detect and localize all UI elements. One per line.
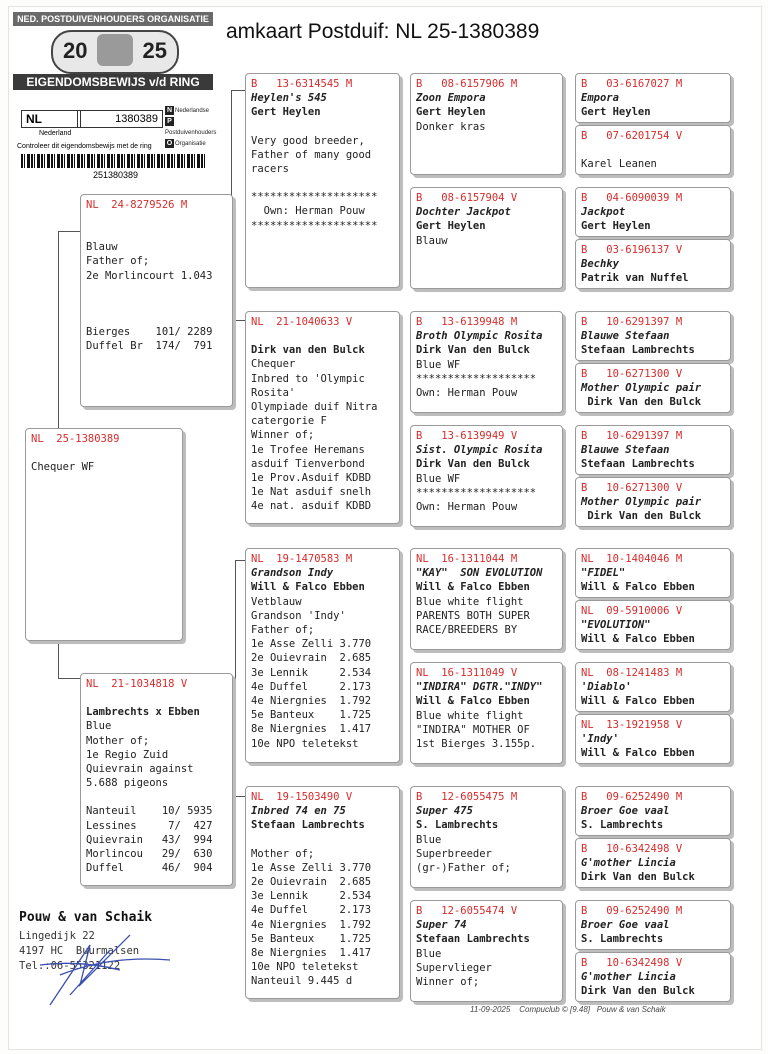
info-line: 4e Niergnies 1.792 xyxy=(251,918,372,931)
info-line: 10e NPO teletekst xyxy=(251,737,359,750)
info-line: Nanteuil 10/ 5935 xyxy=(86,805,213,818)
pigeon-card-g4-2 xyxy=(410,187,563,289)
breeder-name: Will & Falco Ebben xyxy=(251,581,365,594)
info-line: PARENTS BOTH SUPER xyxy=(416,609,530,622)
info-line: 5e Banteux 1.725 xyxy=(251,932,372,945)
pigeon-name: "EVOLUTION" xyxy=(581,619,651,632)
breeder-name: S. Lambrechts xyxy=(416,819,499,832)
info-line: Blue white flight xyxy=(416,709,524,722)
info-line: 1e Trofee Heremans xyxy=(251,443,365,456)
pigeon-card-g5-1 xyxy=(575,73,731,123)
blank-line xyxy=(86,212,227,226)
ring-year-badge xyxy=(51,30,179,74)
info-line: Lessines 7/ 427 xyxy=(86,819,213,832)
blank-line xyxy=(581,143,725,157)
pigeon-card-dam-sire xyxy=(245,548,400,763)
pigeon-name: Heylen's 545 xyxy=(251,92,327,105)
connector-line xyxy=(58,231,59,430)
info-line: Grandson 'Indy' xyxy=(251,609,346,622)
pigeon-card-g5-5 xyxy=(575,311,731,361)
info-line: Blue WF xyxy=(416,472,461,485)
npo-line: Nederlandse xyxy=(175,108,210,114)
ring-number: B 10-6271300 V xyxy=(581,368,683,380)
pigeon-card-g5-11 xyxy=(575,662,731,712)
info-line: Blue xyxy=(86,720,112,733)
ring-number: B 09-6252490 M xyxy=(581,905,683,917)
pigeon-name: Empora xyxy=(581,92,619,105)
breeder-name: Gert Heylen xyxy=(581,106,651,119)
info-line: 4e Niergnies 1.792 xyxy=(251,695,372,708)
owner-street: Lingedijk 22 xyxy=(19,930,95,942)
info-line: 5e Banteux 1.725 xyxy=(251,709,372,722)
ring-year-left: 20 xyxy=(63,38,88,63)
ring-number: B 09-6252490 M xyxy=(581,791,683,803)
info-line: 1e Regio Zuid xyxy=(86,748,169,761)
blank-line xyxy=(86,790,227,804)
info-line: ******************* xyxy=(416,372,537,385)
info-line: Donker kras xyxy=(416,120,486,133)
info-line: Blauw xyxy=(86,241,118,254)
pigeon-name: G'mother Lincia xyxy=(581,971,676,984)
pigeon-card-g4-3 xyxy=(410,311,563,413)
ring-number: B 08-6157906 M xyxy=(416,78,518,90)
breeder-name: Stefaan Lambrechts xyxy=(581,458,695,471)
pigeon-name: Sist. Olympic Rosita xyxy=(416,444,543,457)
info-line: Dirk van den Bulck xyxy=(251,344,365,357)
info-line: Superbreeder xyxy=(416,847,492,860)
info-line: Blue xyxy=(416,833,442,846)
pigeon-name: Super 74 xyxy=(416,919,467,932)
owner-city: 4197 HC Buurmalsen xyxy=(19,945,140,957)
info-line: 2e Ouievrain 2.685 xyxy=(251,652,372,665)
pigeon-name: Broer Goe vaal xyxy=(581,805,670,818)
ring-number: NL 08-1241483 M xyxy=(581,667,683,679)
info-line: 1e Asse Zelli 3.770 xyxy=(251,638,372,651)
ring-number: NL 13-1921958 V xyxy=(581,719,683,731)
info-line: Blue WF xyxy=(416,358,461,371)
owner-phone: Tel.:06-55321122 xyxy=(19,960,121,972)
pigeon-name: "KAY" SON EVOLUTION xyxy=(416,567,543,580)
info-line: 4e nat. asduif KDBD xyxy=(251,500,372,513)
pigeon-name: Broer Goe vaal xyxy=(581,919,670,932)
pigeon-name: 'Indy' xyxy=(581,733,619,746)
info-line: Duffel 46/ 904 xyxy=(86,862,213,875)
pigeon-card-g4-8 xyxy=(410,900,563,1002)
ring-number: NL 16-1311049 V xyxy=(416,667,518,679)
ring-year-right: 25 xyxy=(142,38,167,63)
info-line: (gr-)Father of; xyxy=(416,862,511,875)
info-line: 2e Morlincourt 1.043 xyxy=(86,269,213,282)
pigeon-card-sire-dam xyxy=(245,311,400,524)
ring-number: NL 09-5910006 V xyxy=(581,605,683,617)
pigeon-name: Mother Olympic pair xyxy=(581,382,702,395)
pigeon-card-g5-4 xyxy=(575,239,731,289)
ring-number: B 10-6342498 V xyxy=(581,843,683,855)
breeder-name: Gert Heylen xyxy=(581,220,651,233)
connector-line xyxy=(235,560,236,796)
info-line: ******************* xyxy=(416,486,537,499)
breeder-name: Will & Falco Ebben xyxy=(581,581,695,594)
blank-line xyxy=(31,446,177,460)
blank-line xyxy=(251,833,394,847)
pigeon-card-sire-sire xyxy=(245,73,400,288)
info-line: 10e NPO teletekst xyxy=(251,961,359,974)
pigeon-name: 'Diablo' xyxy=(581,681,632,694)
npo-letter: P xyxy=(165,117,174,126)
info-line: Morlincou 29/ 630 xyxy=(86,848,213,861)
breeder-name: S. Lambrechts xyxy=(581,819,664,832)
info-line: Olympiade duif Nitra xyxy=(251,401,378,414)
connector-line xyxy=(58,231,80,232)
breeder-name: Stefaan Lambrechts xyxy=(251,819,365,832)
info-line: Mother of; xyxy=(86,734,150,747)
info-line: Chequer xyxy=(251,358,296,371)
pigeon-card-g5-9 xyxy=(575,548,731,598)
info-line: 8e Niergnies 1.417 xyxy=(251,723,372,736)
ring-ownership-card xyxy=(13,12,217,180)
npo-letter: O xyxy=(166,140,173,147)
info-line: 1e Prov.Asduif KDBD xyxy=(251,472,372,485)
info-line: Father of many good xyxy=(251,148,372,161)
breeder-name: Will & Falco Ebben xyxy=(581,747,695,760)
blank-line xyxy=(86,283,227,297)
breeder-name: Will & Falco Ebben xyxy=(581,695,695,708)
pigeon-card-g4-4 xyxy=(410,425,563,527)
connector-line xyxy=(58,640,59,678)
pigeon-name: Grandson Indy xyxy=(251,567,334,580)
ring-country-label: Nederland xyxy=(39,130,72,137)
pigeon-card-g5-15 xyxy=(575,900,731,950)
ring-number: NL 16-1311044 M xyxy=(416,553,518,565)
pigeon-card-g5-2 xyxy=(575,125,731,175)
ring-number: NL 24-8279526 M xyxy=(86,199,188,211)
blank-line xyxy=(251,176,394,190)
info-line: catergorie F xyxy=(251,415,327,428)
info-line: 5.688 pigeons xyxy=(86,777,169,790)
connector-line xyxy=(58,678,80,679)
info-line: Supervlieger xyxy=(416,961,492,974)
pigeon-name: Zoon Empora xyxy=(416,92,486,105)
ring-org-label: NED. POSTDUIVENHOUDERS ORGANISATIE xyxy=(13,12,213,26)
info-line: Winner of; xyxy=(251,429,315,442)
info-line: RACE/BREEDERS BY xyxy=(416,624,518,637)
pigeon-card-g5-8 xyxy=(575,477,731,527)
ring-number: NL 21-1040633 V xyxy=(251,316,353,328)
breeder-name: Dirk Van den Bulck xyxy=(581,985,695,998)
ring-number: 1380389 xyxy=(77,110,163,128)
blank-line xyxy=(86,691,227,705)
breeder-name: Stefaan Lambrechts xyxy=(416,933,530,946)
pigeon-card-g5-16 xyxy=(575,952,731,1002)
blank-line xyxy=(251,329,394,343)
ring-number: B 10-6291397 M xyxy=(581,316,683,328)
info-line: 4e Duffel 2.173 xyxy=(251,680,372,693)
info-line: Blauw xyxy=(416,234,448,247)
info-line: 4e Duffel 2.173 xyxy=(251,904,372,917)
info-line: Lambrechts x Ebben xyxy=(86,706,200,719)
blank-line xyxy=(86,311,227,325)
npo-logo xyxy=(165,106,216,150)
pigeon-name: Blauwe Stefaan xyxy=(581,330,670,343)
breeder-name: S. Lambrechts xyxy=(581,933,664,946)
pigeon-card-g5-12 xyxy=(575,714,731,764)
ring-number: B 10-6291397 M xyxy=(581,430,683,442)
breeder-name: Dirk Van den Bulck xyxy=(416,458,530,471)
ring-number: B 12-6055475 M xyxy=(416,791,518,803)
npo-line: Postduivenhouders xyxy=(165,130,217,136)
breeder-name: Will & Falco Ebben xyxy=(416,581,530,594)
info-line: Karel Leanen xyxy=(581,158,657,171)
ring-number: B 10-6271300 V xyxy=(581,482,683,494)
breeder-name: Gert Heylen xyxy=(416,220,486,233)
info-line: Mother of; xyxy=(251,847,315,860)
footer-info: 11-09-2025 Compuclub © [9.48] Pouw & van Schaik xyxy=(470,1005,666,1014)
npo-letter: N xyxy=(166,107,173,114)
info-line: ******************** xyxy=(251,191,378,204)
ring-number: B 04-6090039 M xyxy=(581,192,683,204)
ring-number: B 13-6314545 M xyxy=(251,78,353,90)
page-title: amkaart Postduif: NL 25-1380389 xyxy=(226,20,540,43)
pigeon-name: Blauwe Stefaan xyxy=(581,444,670,457)
pigeon-name: "FIDEL" xyxy=(581,567,626,580)
info-line: Own: Herman Pouw xyxy=(251,205,365,218)
pigeon-card-g4-6 xyxy=(410,662,563,764)
info-line: Bierges 101/ 2289 xyxy=(86,325,213,338)
pigeon-card-g5-7 xyxy=(575,425,731,475)
ring-number: NL 10-1404046 M xyxy=(581,553,683,565)
ring-number: B 12-6055474 V xyxy=(416,905,518,917)
barcode xyxy=(21,154,205,168)
breeder-name: Gert Heylen xyxy=(251,106,321,119)
blank-line xyxy=(251,120,394,134)
pigeon-card-g5-6 xyxy=(575,363,731,413)
pigeon-name: Jackpot xyxy=(581,206,626,219)
owner-name: Pouw & van Schaik xyxy=(19,910,153,925)
info-line: Father of; xyxy=(251,624,315,637)
pigeon-card-g4-7 xyxy=(410,786,563,888)
info-line: Father of; xyxy=(86,255,150,268)
pigeon-card-g5-10 xyxy=(575,600,731,650)
info-line: 2e Ouievrain 2.685 xyxy=(251,876,372,889)
info-line: ******************** xyxy=(251,219,378,232)
signature-icon xyxy=(20,915,190,1015)
breeder-name: Will & Falco Ebben xyxy=(416,695,530,708)
pigeon-name: Super 475 xyxy=(416,805,473,818)
blank-line xyxy=(86,297,227,311)
info-line: Quievrain 43/ 994 xyxy=(86,833,213,846)
ring-control-note: Controleer dit eigendomsbewijs met de ring xyxy=(17,143,152,150)
info-line: Blue xyxy=(416,947,442,960)
info-line: Inbred to 'Olympic xyxy=(251,372,365,385)
info-line: Own: Herman Pouw xyxy=(416,501,518,514)
info-line: racers xyxy=(251,163,289,176)
pigeon-card-dam xyxy=(80,673,233,886)
breeder-name: Patrik van Nuffel xyxy=(581,272,689,285)
ring-number: B 08-6157904 V xyxy=(416,192,518,204)
info-line: Chequer WF xyxy=(31,461,95,474)
pigeon-card-sire xyxy=(80,194,233,407)
breeder-name: Dirk Van den Bulck xyxy=(581,871,695,884)
ring-number: NL 19-1470583 M xyxy=(251,553,353,565)
info-line: asduif Tienverbond xyxy=(251,457,365,470)
info-line: Blue white flight xyxy=(416,595,524,608)
info-line: Quievrain against xyxy=(86,763,194,776)
pigeon-name: Inbred 74 en 75 xyxy=(251,805,346,818)
blank-line xyxy=(86,226,227,240)
info-line: Duffel Br 174/ 791 xyxy=(86,340,213,353)
lion-emblem-icon xyxy=(97,34,133,66)
info-line: 1st Bierges 3.155p. xyxy=(416,738,537,751)
info-line: 3e Lennik 2.534 xyxy=(251,666,372,679)
breeder-name: Gert Heylen xyxy=(416,106,486,119)
pigeon-name: Bechky xyxy=(581,258,619,271)
info-line: Rosita' xyxy=(251,386,296,399)
ring-number: B 03-6167027 M xyxy=(581,78,683,90)
info-line: 1e Nat asduif snelh xyxy=(251,486,372,499)
ring-number: NL 21-1034818 V xyxy=(86,678,188,690)
info-line: "INDIRA" MOTHER OF xyxy=(416,723,530,736)
info-line: 8e Niergnies 1.417 xyxy=(251,947,372,960)
pigeon-name: Dochter Jackpot xyxy=(416,206,511,219)
info-line: 1e Asse Zelli 3.770 xyxy=(251,861,372,874)
pigeon-name: Mother Olympic pair xyxy=(581,496,702,509)
info-line: Nanteuil 9.445 d xyxy=(251,975,353,988)
barcode-number: 251380389 xyxy=(93,170,139,180)
pigeon-card-g5-3 xyxy=(575,187,731,237)
ring-number: B 13-6139948 M xyxy=(416,316,518,328)
ring-number: B 03-6196137 V xyxy=(581,244,683,256)
ring-number: NL 25-1380389 xyxy=(31,433,120,445)
pigeon-card-g5-14 xyxy=(575,838,731,888)
npo-line: Organisatie xyxy=(175,141,206,147)
breeder-name: Dirk Van den Bulck xyxy=(416,344,530,357)
pigeon-name: G'mother Lincia xyxy=(581,857,676,870)
ring-country: NL xyxy=(21,110,81,128)
breeder-name: Will & Falco Ebben xyxy=(581,633,695,646)
ring-number: NL 19-1503490 V xyxy=(251,791,353,803)
info-line: Winner of; xyxy=(416,976,480,989)
ring-number: B 07-6201754 V xyxy=(581,130,683,142)
ring-number: B 13-6139949 V xyxy=(416,430,518,442)
info-line: Own: Herman Pouw xyxy=(416,387,518,400)
pigeon-card-g4-5 xyxy=(410,548,563,650)
pigeon-card-g4-1 xyxy=(410,73,563,175)
ring-number: B 10-6342498 V xyxy=(581,957,683,969)
ring-band-label: EIGENDOMSBEWIJS v/d RING xyxy=(13,74,213,90)
breeder-name: Dirk Van den Bulck xyxy=(581,396,702,409)
pigeon-card-dam-dam xyxy=(245,786,400,999)
pigeon-name: Broth Olympic Rosita xyxy=(416,330,543,343)
pigeon-card-subject xyxy=(25,428,183,641)
breeder-name: Dirk Van den Bulck xyxy=(581,510,702,523)
pigeon-name: "INDIRA" DGTR."INDY" xyxy=(416,681,543,694)
breeder-name: Stefaan Lambrechts xyxy=(581,344,695,357)
info-line: Vetblauw xyxy=(251,595,302,608)
pigeon-card-g5-13 xyxy=(575,786,731,836)
info-line: Very good breeder, xyxy=(251,134,365,147)
info-line: 3e Lennik 2.534 xyxy=(251,890,372,903)
